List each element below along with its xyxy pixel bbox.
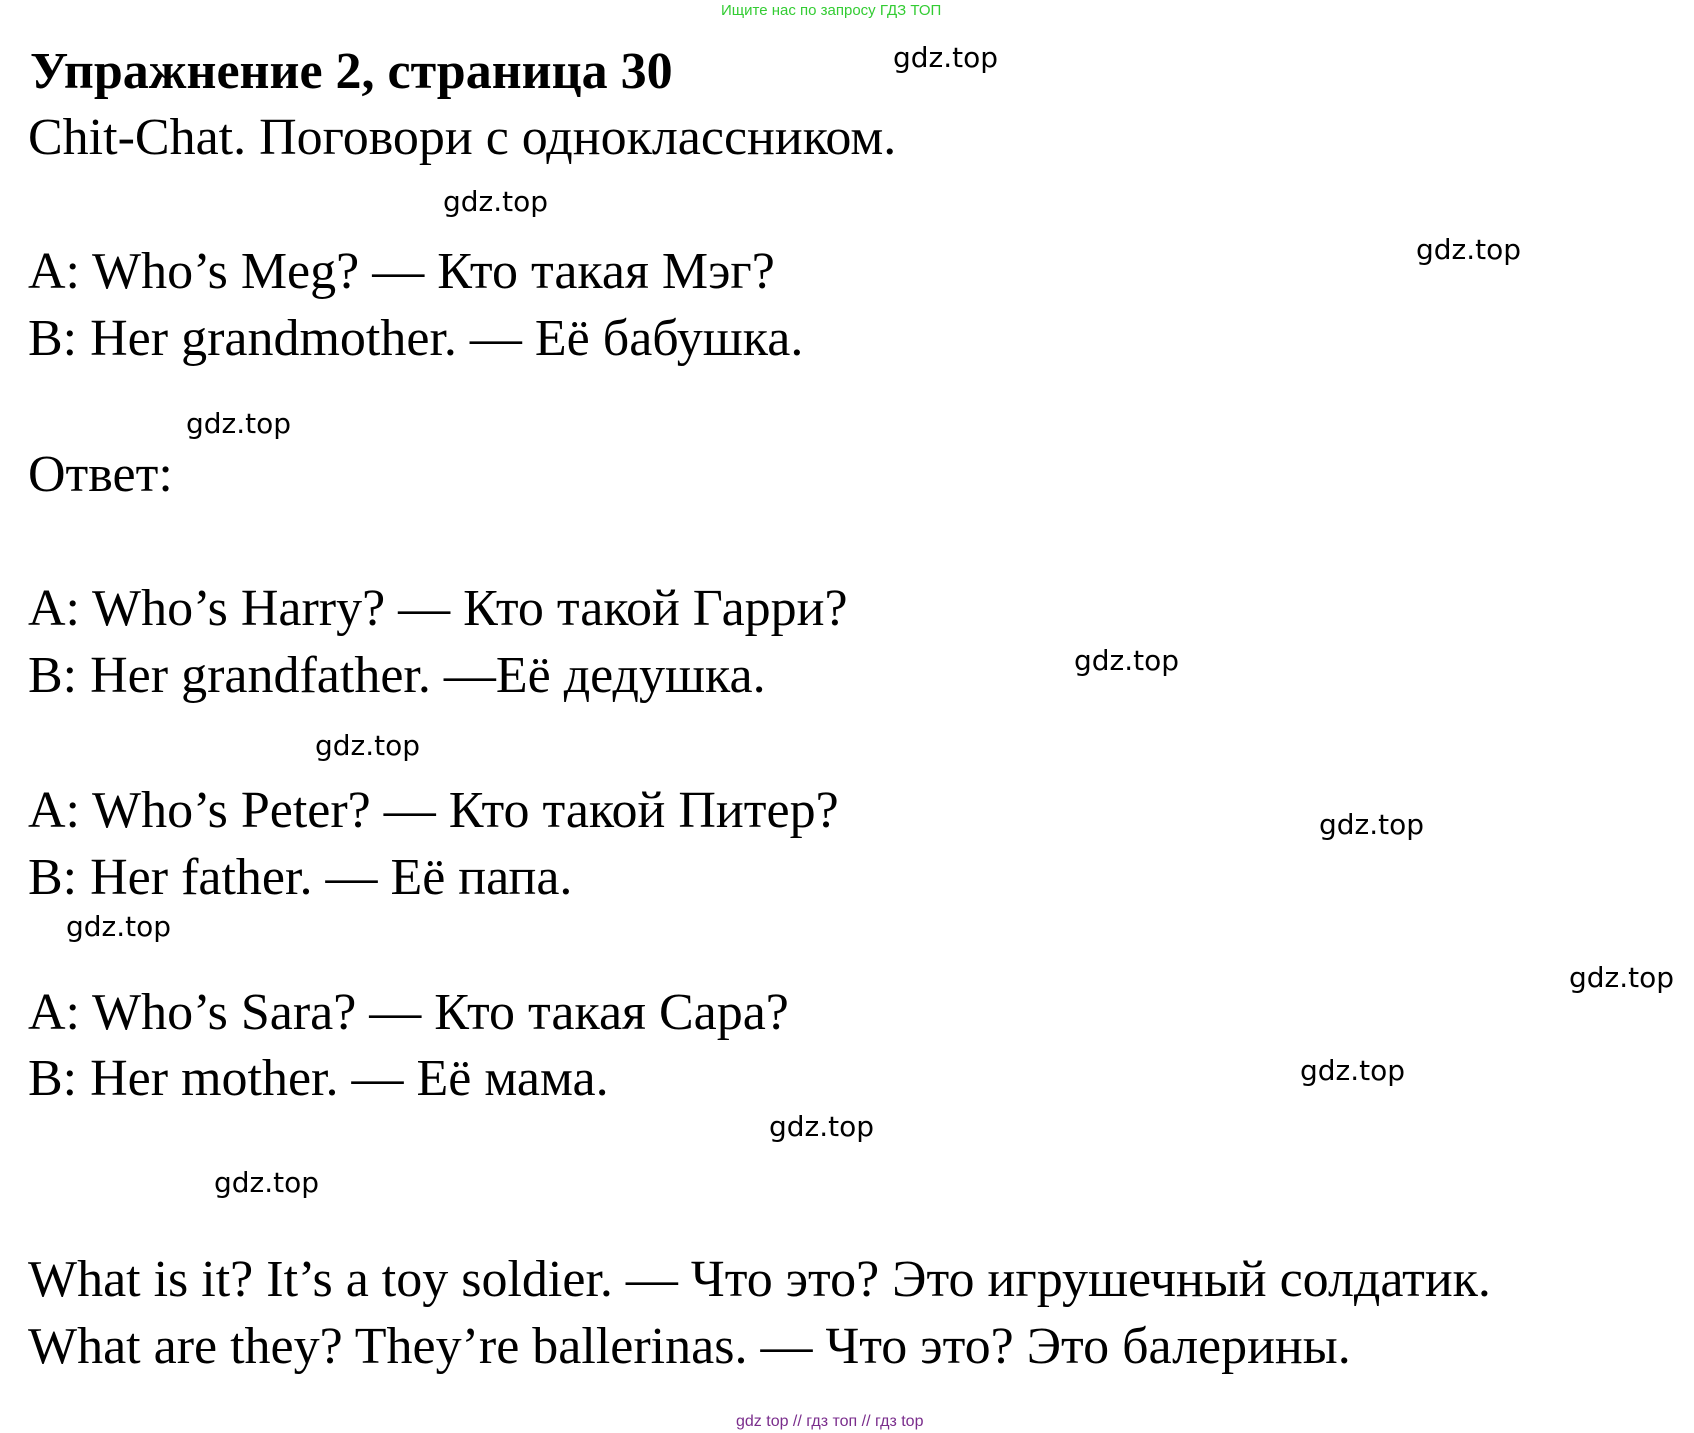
example-line-b: B: Her grandmother. — Её бабушка. xyxy=(28,310,804,367)
watermark: gdz.top xyxy=(893,41,999,74)
dialogue-2-line-a: A: Who’s Peter? — Кто такой Питер? xyxy=(28,782,839,839)
extra-line-2: What are they? They’re ballerinas. — Что это? Это балерины. xyxy=(28,1318,1351,1375)
watermark: gdz.top xyxy=(1569,961,1675,994)
dialogue-1-line-a: A: Who’s Harry? — Кто такой Гарри? xyxy=(28,580,848,637)
watermark: gdz.top xyxy=(66,910,172,943)
dialogue-3-line-b: B: Her mother. — Её мама. xyxy=(28,1050,609,1107)
exercise-instruction: Chit-Chat. Поговори с одноклассником. xyxy=(28,109,897,166)
answer-label: Ответ: xyxy=(28,446,173,503)
watermark: gdz.top xyxy=(1319,808,1425,841)
watermark: gdz.top xyxy=(1074,644,1180,677)
extra-line-1: What is it? It’s a toy soldier. — Что это? Это игрушечный солдатик. xyxy=(28,1251,1491,1308)
watermark: gdz.top xyxy=(1300,1054,1406,1087)
footer-text: gdz top // гдз топ // гдз top xyxy=(736,1413,924,1430)
watermark: gdz.top xyxy=(214,1166,320,1199)
top-banner: Ищите нас по запросу ГДЗ ТОП xyxy=(721,2,942,19)
watermark: gdz.top xyxy=(443,185,549,218)
watermark: gdz.top xyxy=(1416,233,1522,266)
watermark: gdz.top xyxy=(769,1110,875,1143)
dialogue-2-line-b: B: Her father. — Её папа. xyxy=(28,849,573,906)
watermark: gdz.top xyxy=(186,407,292,440)
dialogue-1-line-b: B: Her grandfather. —Её дедушка. xyxy=(28,647,766,704)
watermark: gdz.top xyxy=(315,729,421,762)
example-line-a: A: Who’s Meg? — Кто такая Мэг? xyxy=(28,243,775,300)
exercise-title: Упражнение 2, страница 30 xyxy=(30,43,673,100)
dialogue-3-line-a: A: Who’s Sara? — Кто такая Сара? xyxy=(28,984,789,1041)
